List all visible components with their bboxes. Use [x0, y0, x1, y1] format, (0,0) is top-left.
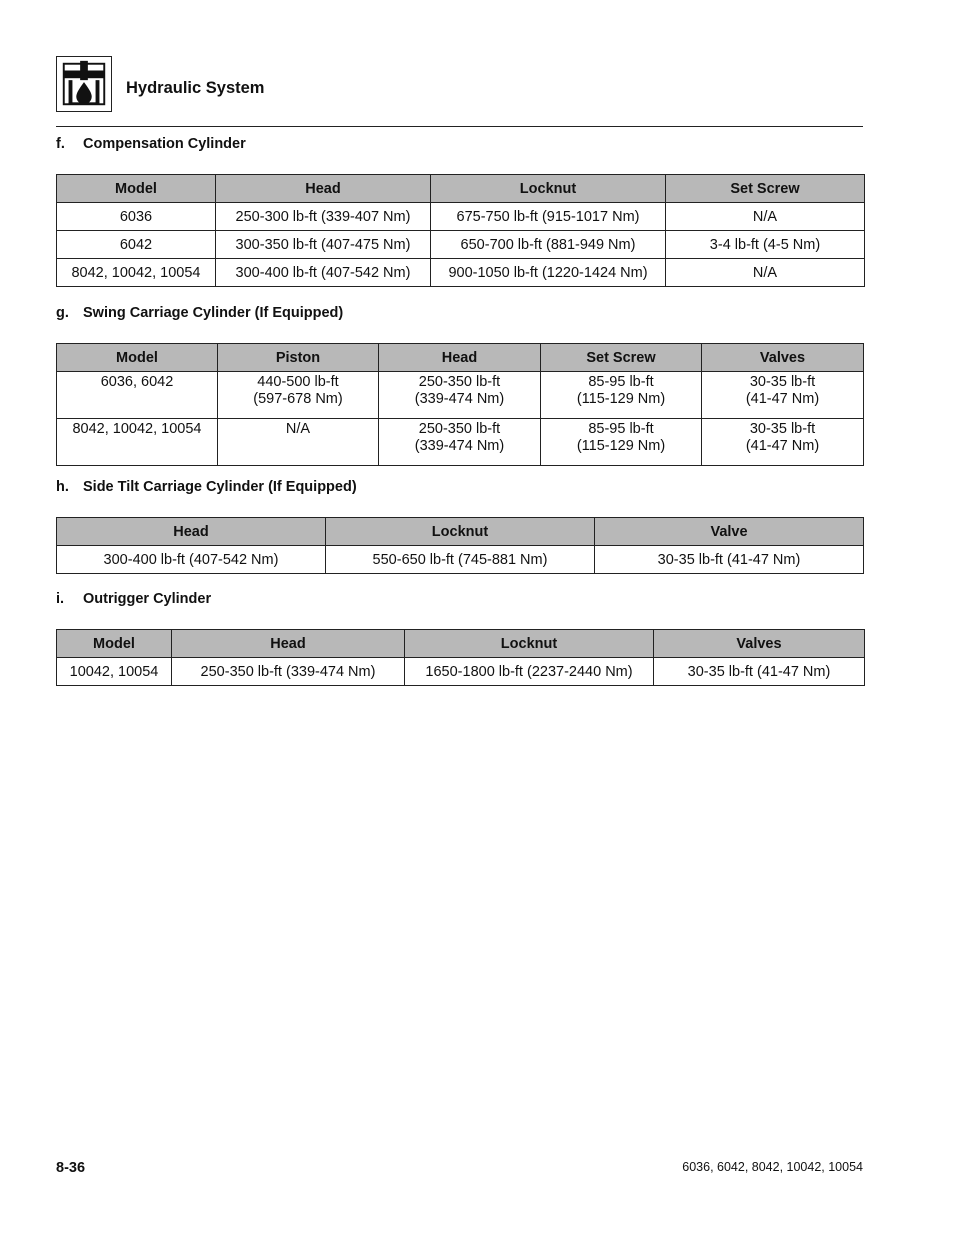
column-header: Head [379, 344, 541, 372]
section-letter: f. [56, 136, 65, 152]
footer-model-list: 6036, 6042, 8042, 10042, 10054 [682, 1160, 863, 1174]
column-header: Head [172, 630, 405, 658]
table-cell: 650-700 lb-ft (881-949 Nm) [431, 231, 666, 259]
cell-line: N/A [285, 421, 311, 437]
table-cell: 300-400 lb-ft (407-542 Nm) [57, 546, 326, 574]
cell-line: 85-95 lb-ft [588, 421, 654, 437]
table-cell: 675-750 lb-ft (915-1017 Nm) [431, 203, 666, 231]
table-cell [57, 372, 218, 419]
side-tilt-carriage-cylinder-table [56, 517, 864, 574]
table-cell: 30-35 lb-ft (41-47 Nm) [654, 658, 865, 686]
table-cell: 6042 [57, 231, 216, 259]
table-cell: 250-300 lb-ft (339-407 Nm) [216, 203, 431, 231]
section-letter: i. [56, 591, 65, 607]
cell-line: (339-474 Nm) [414, 391, 505, 407]
column-header: Model [57, 344, 218, 372]
cell-line: 250-350 lb-ft [418, 421, 501, 437]
swing-carriage-cylinder-table [56, 343, 864, 466]
column-header: Head [216, 175, 431, 203]
section-heading-text: Swing Carriage Cylinder (If Equipped) [83, 305, 344, 321]
table-cell: 8042, 10042, 10054 [57, 259, 216, 287]
page-number: 8-36 [56, 1160, 86, 1176]
cell-line: 6036, 6042 [100, 374, 174, 390]
column-header: Locknut [326, 518, 595, 546]
cell-line: 250-350 lb-ft [418, 374, 501, 390]
compensation-cylinder-table [56, 174, 865, 287]
section-heading-text: Compensation Cylinder [83, 136, 246, 152]
table-cell [379, 372, 541, 419]
table-cell: 900-1050 lb-ft (1220-1424 Nm) [431, 259, 666, 287]
cell-line: 30-35 lb-ft [749, 374, 816, 390]
table-row [57, 372, 864, 419]
table-row [57, 259, 865, 287]
column-header: Set Screw [541, 344, 702, 372]
table-header-row [57, 518, 864, 546]
section-heading-compensation-cylinder [56, 136, 246, 152]
column-header: Head [57, 518, 326, 546]
table-cell [541, 372, 702, 419]
table-cell [218, 372, 379, 419]
section-heading-swing-carriage-cylinder [56, 305, 343, 321]
column-header: Piston [218, 344, 379, 372]
table-cell [541, 419, 702, 466]
table-cell: 550-650 lb-ft (745-881 Nm) [326, 546, 595, 574]
table-row [57, 231, 865, 259]
header-divider [56, 126, 863, 127]
table-cell: 30-35 lb-ft (41-47 Nm) [595, 546, 864, 574]
table-row [57, 658, 865, 686]
hydraulic-cylinder-icon [56, 56, 112, 112]
table-cell [702, 372, 864, 419]
cell-line: 85-95 lb-ft [588, 374, 654, 390]
table-row [57, 419, 864, 466]
column-header: Locknut [431, 175, 666, 203]
cell-line: (115-129 Nm) [576, 391, 666, 407]
table-cell: 10042, 10054 [57, 658, 172, 686]
table-cell: 300-400 lb-ft (407-542 Nm) [216, 259, 431, 287]
table-header-row [57, 344, 864, 372]
column-header: Model [57, 175, 216, 203]
table-header-row [57, 175, 865, 203]
column-header: Set Screw [666, 175, 865, 203]
column-header: Model [57, 630, 172, 658]
section-heading-outrigger-cylinder [56, 591, 211, 607]
table-row [57, 546, 864, 574]
column-header: Locknut [405, 630, 654, 658]
section-heading-side-tilt-carriage-cylinder [56, 479, 357, 495]
cell-line: 440-500 lb-ft [257, 374, 339, 390]
cell-line: 30-35 lb-ft [749, 421, 816, 437]
column-header: Valves [654, 630, 865, 658]
cell-line: 8042, 10042, 10054 [72, 421, 202, 437]
outrigger-cylinder-table [56, 629, 865, 686]
table-row [57, 203, 865, 231]
section-heading-text: Outrigger Cylinder [83, 591, 212, 607]
table-cell [218, 419, 379, 466]
cell-line: (115-129 Nm) [576, 438, 666, 454]
table-cell: N/A [666, 203, 865, 231]
section-heading-text: Side Tilt Carriage Cylinder (If Equipped) [83, 479, 357, 495]
cell-line: (339-474 Nm) [414, 438, 505, 454]
table-cell: 3-4 lb-ft (4-5 Nm) [666, 231, 865, 259]
table-header-row [57, 630, 865, 658]
table-cell [379, 419, 541, 466]
cell-line: (41-47 Nm) [745, 391, 820, 407]
section-title: Hydraulic System [126, 79, 265, 97]
section-letter: g. [56, 305, 69, 321]
table-cell: N/A [666, 259, 865, 287]
section-letter: h. [56, 479, 69, 495]
column-header: Valve [595, 518, 864, 546]
cell-line: (597-678 Nm) [253, 391, 343, 407]
table-cell: 1650-1800 lb-ft (2237-2440 Nm) [405, 658, 654, 686]
table-cell: 6036 [57, 203, 216, 231]
table-cell [702, 419, 864, 466]
table-cell: 250-350 lb-ft (339-474 Nm) [172, 658, 405, 686]
table-cell: 300-350 lb-ft (407-475 Nm) [216, 231, 431, 259]
table-cell [57, 419, 218, 466]
column-header: Valves [702, 344, 864, 372]
cell-line: (41-47 Nm) [745, 438, 820, 454]
